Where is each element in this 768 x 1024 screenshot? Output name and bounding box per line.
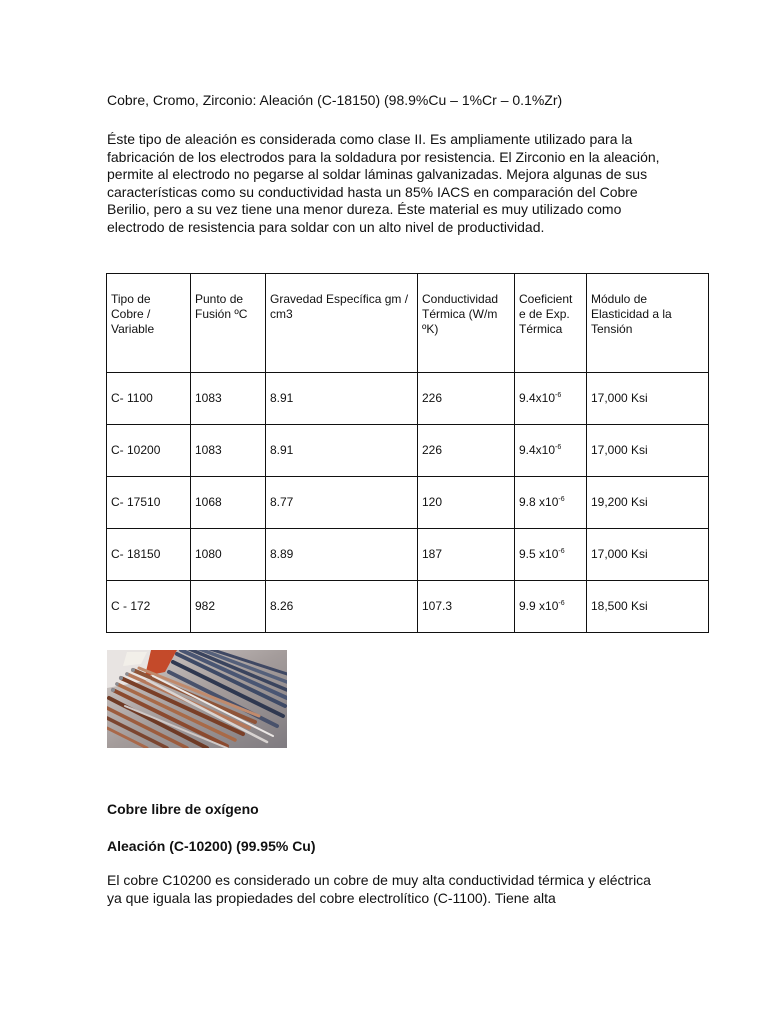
- section-title: Cobre libre de oxígeno: [107, 801, 259, 817]
- header-tipo: Tipo de Cobre / Variable: [107, 274, 191, 373]
- alloy-description: Éste tipo de aleación es considerada como clase II. Es ampliamente utilizado para la fabricación de los electrodos para la soldadura por resistencia. El Zirconio en la aleación, permite al electrodo no pegarse al soldar láminas galvanizadas. Mejora algunas de sus características como su conductividad hasta un 85% IACS en comparación del Cobre Berilio, pero a su vez tiene una menor dureza. Éste material es muy utilizado como electrodo de resistencia para soldar con un alto nivel de productividad.: [107, 131, 660, 235]
- cell-gravedad: 8.91: [266, 425, 418, 477]
- table-row: [107, 529, 709, 581]
- electrodes-illustration: [107, 650, 287, 748]
- cell-conductividad: 226: [418, 373, 515, 425]
- cell-conductividad: 107.3: [418, 581, 515, 633]
- cell-gravedad: 8.89: [266, 529, 418, 581]
- header-modulo: Módulo de Elasticidad a la Tensión: [587, 274, 709, 373]
- coef-base: 9.5 x10: [519, 547, 559, 561]
- section-description: El cobre C10200 es considerado un cobre de muy alta conductividad térmica y eléctrica ya que iguala las propiedades del cobre electrolítico (C-1100). Tiene alta: [107, 872, 651, 906]
- cell-tipo: C- 18150: [107, 529, 191, 581]
- cell-fusion: 1080: [191, 529, 266, 581]
- table-row: [107, 425, 709, 477]
- coef-exponent: -6: [555, 444, 562, 451]
- cell-modulo: 17,000 Ksi: [587, 529, 709, 581]
- coef-exponent: -6: [558, 548, 565, 555]
- header-fusion: Punto de Fusión ºC: [191, 274, 266, 373]
- cell-coeficiente: [515, 529, 587, 581]
- cell-conductividad: 226: [418, 425, 515, 477]
- section-subtitle: Aleación (C-10200) (99.95% Cu): [107, 838, 316, 854]
- cell-gravedad: 8.77: [266, 477, 418, 529]
- coef-exponent: -6: [555, 392, 562, 399]
- cell-conductividad: 120: [418, 477, 515, 529]
- cell-modulo: 17,000 Ksi: [587, 373, 709, 425]
- table-row: [107, 477, 709, 529]
- cell-gravedad: 8.26: [266, 581, 418, 633]
- cell-modulo: 18,500 Ksi: [587, 581, 709, 633]
- table-row: [107, 581, 709, 633]
- header-coeficiente: Coeficient e de Exp. Térmica: [515, 274, 587, 373]
- coef-exponent: -6: [558, 496, 565, 503]
- cell-modulo: 19,200 Ksi: [587, 477, 709, 529]
- coef-base: 9.4x10: [519, 391, 556, 405]
- cell-gravedad: 8.91: [266, 373, 418, 425]
- coef-base: 9.4x10: [519, 443, 556, 457]
- welding-electrodes-photo: [107, 650, 287, 748]
- alloy-heading: Cobre, Cromo, Zirconio: Aleación (C-18150) (98.9%Cu – 1%Cr – 0.1%Zr): [107, 92, 563, 108]
- cell-modulo: 17,000 Ksi: [587, 425, 709, 477]
- cell-fusion: 982: [191, 581, 266, 633]
- table-row: [107, 373, 709, 425]
- cell-tipo: C- 10200: [107, 425, 191, 477]
- cell-fusion: 1083: [191, 425, 266, 477]
- header-conductividad: Conductividad Térmica (W/m ºK): [418, 274, 515, 373]
- coef-exponent: -6: [558, 600, 565, 607]
- coef-base: 9.9 x10: [519, 599, 559, 613]
- cell-tipo: C- 1100: [107, 373, 191, 425]
- cell-tipo: C - 172: [107, 581, 191, 633]
- cell-coeficiente: [515, 425, 587, 477]
- copper-properties-table: [106, 273, 709, 633]
- table-header-row: [107, 274, 709, 373]
- header-gravedad: Gravedad Específica gm / cm3: [266, 274, 418, 373]
- cell-coeficiente: [515, 477, 587, 529]
- cell-fusion: 1083: [191, 373, 266, 425]
- cell-tipo: C- 17510: [107, 477, 191, 529]
- cell-fusion: 1068: [191, 477, 266, 529]
- cell-coeficiente: [515, 581, 587, 633]
- cell-coeficiente: [515, 373, 587, 425]
- coef-base: 9.8 x10: [519, 495, 559, 509]
- cell-conductividad: 187: [418, 529, 515, 581]
